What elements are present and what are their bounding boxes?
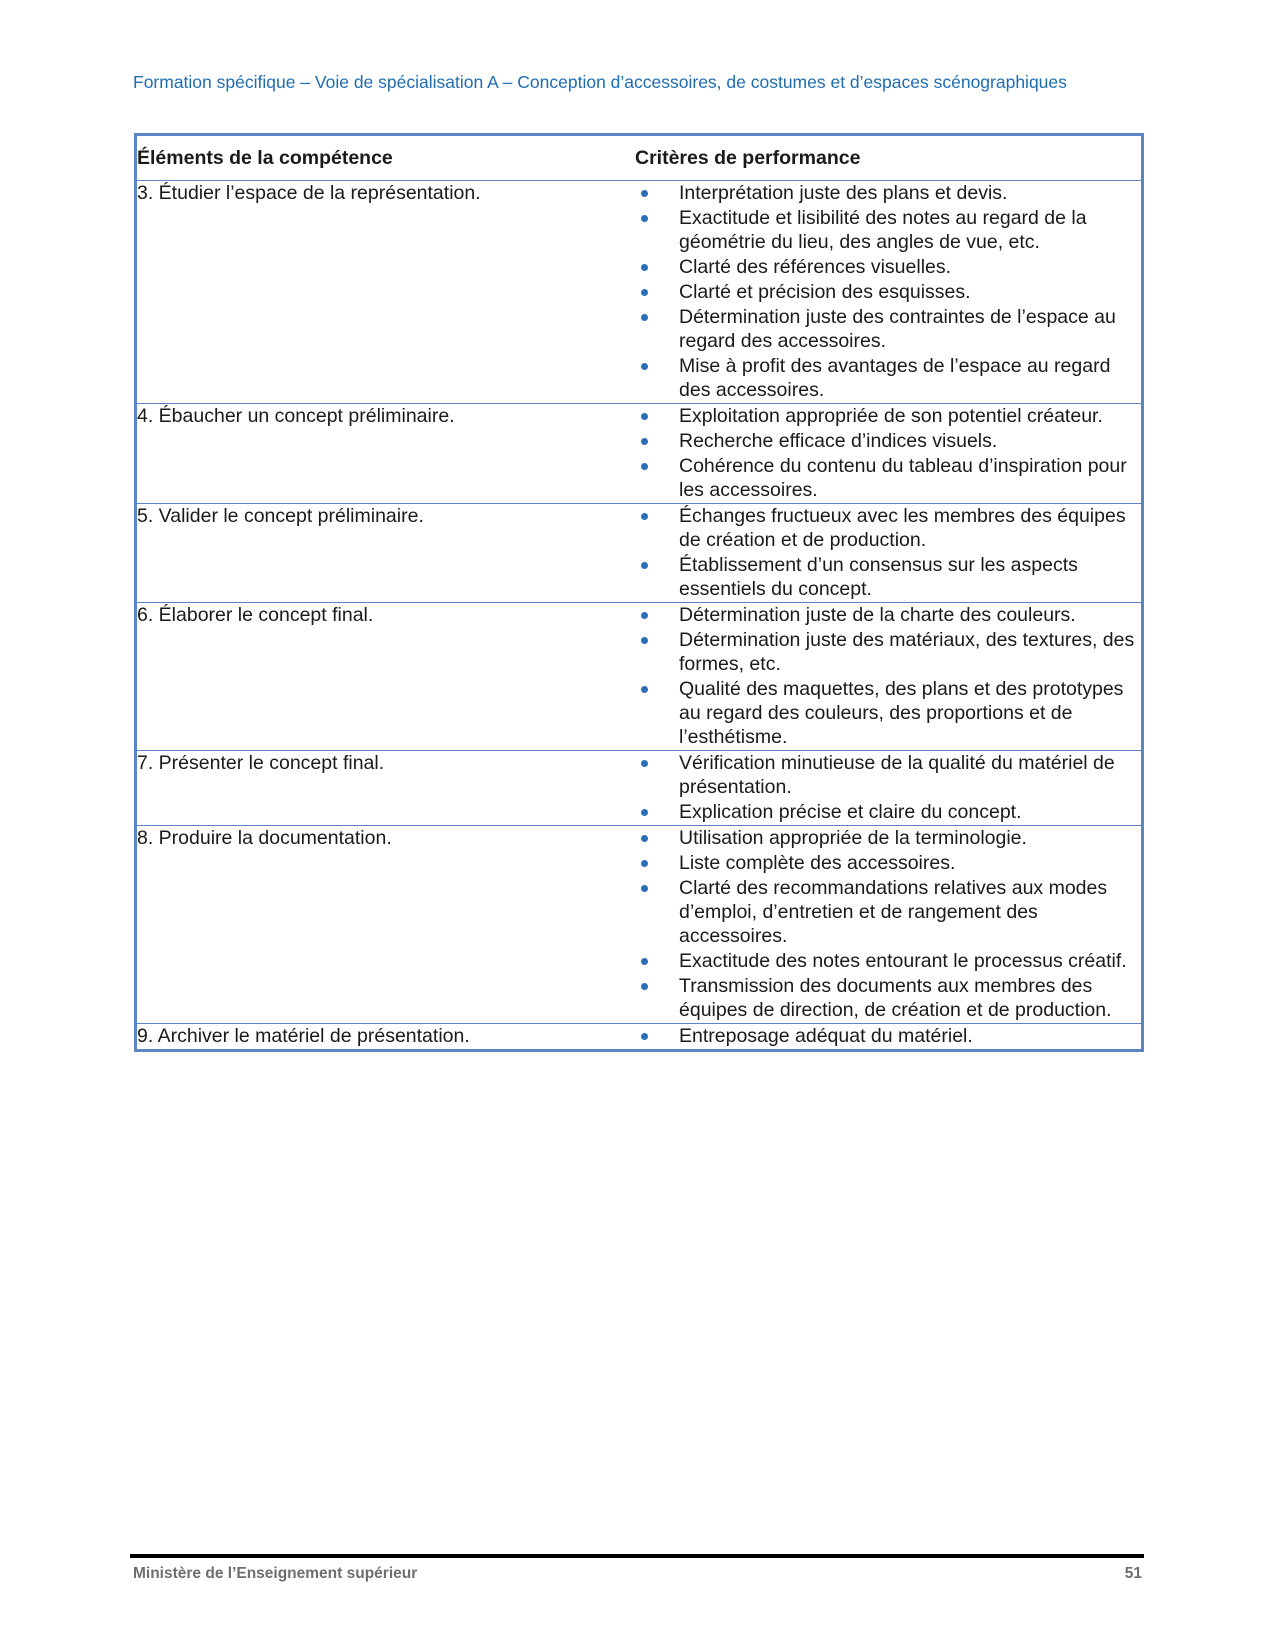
- criteria-list-item: [635, 181, 1141, 205]
- competence-element: 7. Présenter le concept final.: [136, 751, 636, 826]
- criteria-list-item: [635, 876, 1141, 948]
- criteria-list-item: [635, 404, 1141, 428]
- criteria-text: Échanges fructueux avec les membres des équipes de création et de production.: [679, 505, 1126, 551]
- competence-element: 6. Élaborer le concept final.: [136, 603, 636, 751]
- column-header-criteria: Critères de performance: [635, 135, 1143, 181]
- criteria-list-item: [635, 354, 1141, 402]
- criteria-list: [635, 504, 1141, 601]
- criteria-text: Clarté des références visuelles.: [679, 256, 952, 278]
- bullet-icon: [641, 983, 648, 990]
- criteria-list-item: [635, 206, 1141, 254]
- criteria-text: Exactitude et lisibilité des notes au regard de la géométrie du lieu, des angles de vue, etc.: [679, 207, 1087, 253]
- page-header-title: Formation spécifique – Voie de spécialisation A – Conception d’accessoires, de costumes et d’espaces scénographiques: [133, 72, 1067, 92]
- table-body: [136, 181, 1143, 1051]
- criteria-text: Détermination juste des matériaux, des textures, des formes, etc.: [679, 629, 1135, 675]
- criteria-text: Explication précise et claire du concept.: [679, 801, 1022, 823]
- criteria-text: Détermination juste de la charte des couleurs.: [679, 604, 1076, 626]
- criteria-list-item: [635, 603, 1141, 627]
- bullet-icon: [641, 289, 648, 296]
- column-header-elements: Éléments de la compétence: [136, 135, 636, 181]
- bullet-icon: [641, 363, 648, 370]
- criteria-list: [635, 751, 1141, 824]
- criteria-list: [635, 826, 1141, 1022]
- criteria-text: Détermination juste des contraintes de l’espace au regard des accessoires.: [679, 306, 1116, 352]
- table-row: [136, 1024, 1143, 1051]
- criteria-text: Cohérence du contenu du tableau d’inspiration pour les accessoires.: [679, 455, 1127, 501]
- table-row: [136, 751, 1143, 826]
- criteria-text: Vérification minutieuse de la qualité du matériel de présentation.: [679, 752, 1115, 798]
- bullet-icon: [641, 686, 648, 693]
- bullet-icon: [641, 958, 648, 965]
- criteria-list-item: [635, 454, 1141, 502]
- criteria-list-item: [635, 305, 1141, 353]
- criteria-list-item: [635, 826, 1141, 850]
- performance-criteria-cell: [635, 826, 1143, 1024]
- criteria-list: [635, 1024, 1141, 1048]
- performance-criteria-cell: [635, 1024, 1143, 1051]
- bullet-icon: [641, 637, 648, 644]
- bullet-icon: [641, 760, 648, 767]
- criteria-list: [635, 404, 1141, 502]
- criteria-text: Exploitation appropriée de son potentiel créateur.: [679, 405, 1103, 427]
- bullet-icon: [641, 463, 648, 470]
- criteria-list-item: [635, 255, 1141, 279]
- criteria-list-item: [635, 504, 1141, 552]
- table-header-row: [136, 135, 1143, 181]
- table-row: [136, 504, 1143, 603]
- table-row: [136, 404, 1143, 504]
- table-row: [136, 826, 1143, 1024]
- criteria-list: [635, 603, 1141, 749]
- criteria-text: Recherche efficace d’indices visuels.: [679, 430, 998, 452]
- page-number: 51: [1124, 1565, 1142, 1582]
- bullet-icon: [641, 562, 648, 569]
- bullet-icon: [641, 264, 648, 271]
- performance-criteria-cell: [635, 404, 1143, 504]
- performance-criteria-cell: [635, 603, 1143, 751]
- criteria-list-item: [635, 974, 1141, 1022]
- table-row: [136, 603, 1143, 751]
- bullet-icon: [641, 885, 648, 892]
- criteria-list-item: [635, 677, 1141, 749]
- criteria-list-item: [635, 751, 1141, 799]
- performance-criteria-cell: [635, 751, 1143, 826]
- criteria-list-item: [635, 553, 1141, 601]
- criteria-text: Exactitude des notes entourant le processus créatif.: [679, 950, 1127, 972]
- footer-divider: [130, 1554, 1144, 1558]
- competence-element: 5. Valider le concept préliminaire.: [136, 504, 636, 603]
- criteria-list-item: [635, 800, 1141, 824]
- competence-element: 9. Archiver le matériel de présentation.: [136, 1024, 636, 1051]
- bullet-icon: [641, 215, 648, 222]
- criteria-list-item: [635, 949, 1141, 973]
- bullet-icon: [641, 190, 648, 197]
- criteria-list: [635, 181, 1141, 402]
- criteria-list-item: [635, 429, 1141, 453]
- competence-table: [134, 133, 1144, 1052]
- competence-element: 3. Étudier l’espace de la représentation.: [136, 181, 636, 404]
- criteria-text: Utilisation appropriée de la terminologie.: [679, 827, 1027, 849]
- bullet-icon: [641, 513, 648, 520]
- criteria-text: Clarté des recommandations relatives aux modes d’emploi, d’entretien et de rangement des accessoires.: [679, 877, 1108, 947]
- criteria-list-item: [635, 628, 1141, 676]
- criteria-list-item: [635, 1024, 1141, 1048]
- criteria-text: Mise à profit des avantages de l’espace au regard des accessoires.: [679, 355, 1111, 401]
- criteria-text: Interprétation juste des plans et devis.: [679, 182, 1008, 204]
- criteria-list-item: [635, 851, 1141, 875]
- criteria-text: Qualité des maquettes, des plans et des prototypes au regard des couleurs, des proportions et de l’esthétisme.: [679, 678, 1124, 748]
- table-row: [136, 181, 1143, 404]
- bullet-icon: [641, 314, 648, 321]
- performance-criteria-cell: [635, 504, 1143, 603]
- bullet-icon: [641, 860, 648, 867]
- criteria-text: Entreposage adéquat du matériel.: [679, 1025, 973, 1047]
- bullet-icon: [641, 1033, 648, 1040]
- bullet-icon: [641, 809, 648, 816]
- bullet-icon: [641, 438, 648, 445]
- bullet-icon: [641, 413, 648, 420]
- footer-ministry: Ministère de l’Enseignement supérieur: [133, 1565, 418, 1582]
- criteria-text: Transmission des documents aux membres des équipes de direction, de création et de production.: [679, 975, 1112, 1021]
- bullet-icon: [641, 835, 648, 842]
- competence-element: 4. Ébaucher un concept préliminaire.: [136, 404, 636, 504]
- performance-criteria-cell: [635, 181, 1143, 404]
- criteria-text: Clarté et précision des esquisses.: [679, 281, 971, 303]
- competence-element: 8. Produire la documentation.: [136, 826, 636, 1024]
- bullet-icon: [641, 612, 648, 619]
- criteria-text: Liste complète des accessoires.: [679, 852, 956, 874]
- criteria-list-item: [635, 280, 1141, 304]
- criteria-text: Établissement d’un consensus sur les aspects essentiels du concept.: [679, 554, 1078, 600]
